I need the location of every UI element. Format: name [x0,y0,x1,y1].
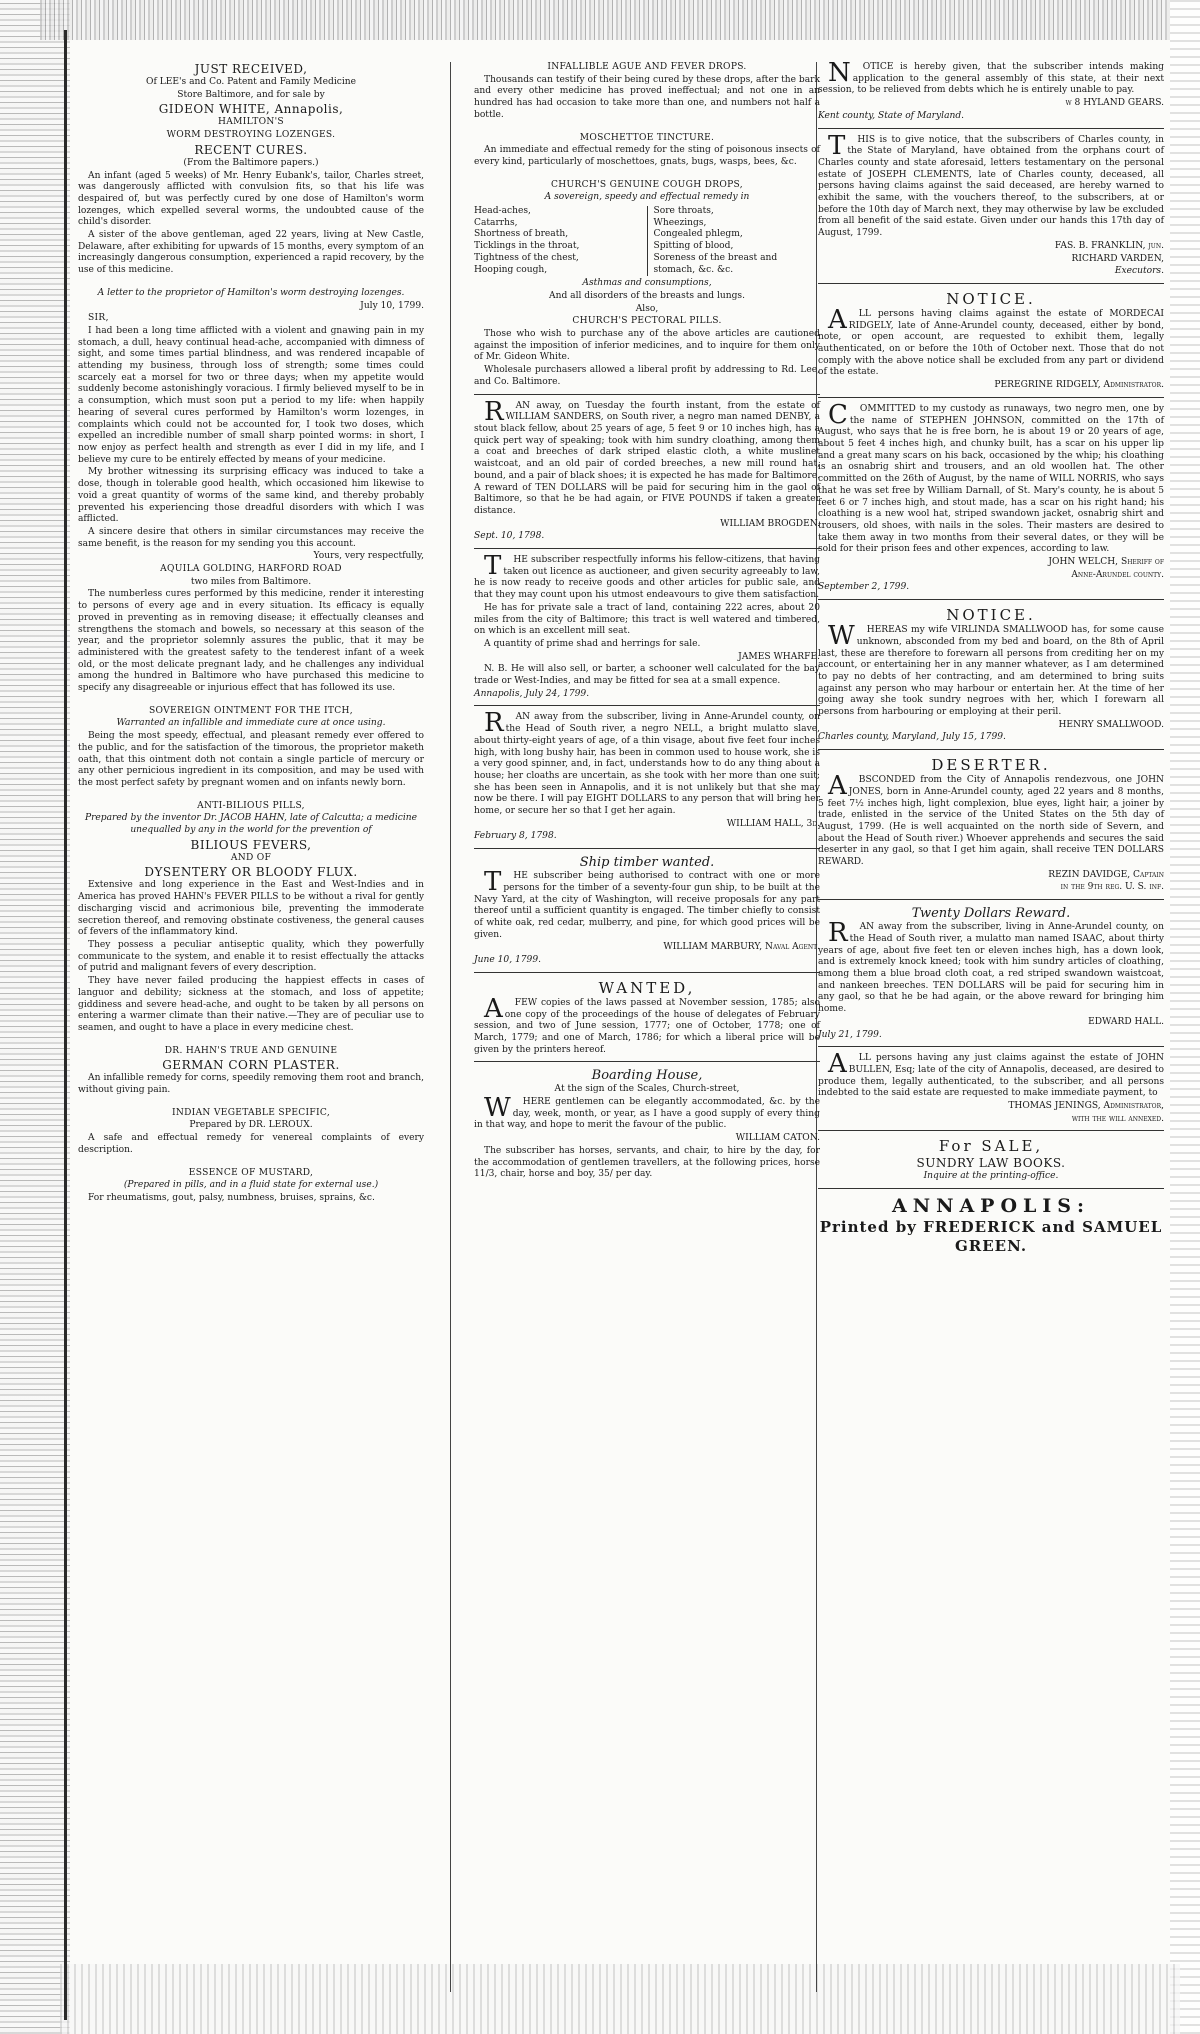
ad-paragraph: RAN away from the subscriber, living in Anne-Arundel county, on the Head of South river, a mulatto man named ISAAC, about thirty years of age, about five feet ten or eleven inches high, has a down look, and is extremely knock kneed; took with him sundry articles of cloathing, among them a blue broad cloth coat, a red striped swandown waistcoat, and nankeen breeches. TEN DOLLARS will be paid for securing him in any gaol, so that he be had again, or the above reward for bringing him home. [818,918,1164,1015]
ad-source: (From the Baltimore papers.) [183,157,319,168]
ad-paragraph: Wholesale purchasers allowed a liberal profit by addressing to Rd. Lee, and Co. Baltimore. [474,365,820,387]
column-1 [78,62,424,1216]
ad-line: And all disorders of the breasts and lungs. [549,290,745,301]
ridgely-notice [818,290,1164,398]
ad-line: Store Baltimore, and for sale by [177,89,325,100]
ad-paragraph: An immediate and effectual remedy for the sting of poisonous insects of every kind, particularly of moschettoes, gnats, bugs, wasps, bees, &c. [474,145,820,167]
ad-paragraph: A safe and effectual remedy for venereal complaints of every description. [78,1133,424,1155]
ship-timber-ad [474,855,820,973]
gears-notice [818,58,1164,129]
imprint-city: ANNAPOLIS: [891,1195,1091,1218]
lee-medicine-ad [78,62,424,282]
ad-closing: Yours, very respectfully, [313,551,424,562]
ad-date: June 10, 1799. [474,955,542,966]
ailments-list [474,206,820,276]
ailment-item: Head-aches, [474,206,531,217]
ad-heading: SUNDRY LAW BOOKS. [916,1156,1066,1171]
ad-signer: JAMES WHARFE. [738,651,820,662]
ad-subheading: (Prepared in pills, and in a fluid state for external use.) [123,1180,379,1191]
ad-signer: EDWARD HALL. [1088,1016,1164,1027]
ailment-item: Congealed phlegm, [653,229,743,240]
ad-signer: REZIN DAVIDGE, Captain [1048,869,1164,880]
ad-date: February 8, 1798. [474,831,557,842]
ad-paragraph: I had been a long time afflicted with a violent and gnawing pain in my stomach, a dull, heavy continual head-ache, accompanied with dimness of sight, and some times partial blindness, and was rendered incapable of attending my business, through loss of strength; some times could scarcely eat a morsel for two or three days; when my appetite would suddenly become astonishingly voracious. I firmly believed myself to be in a consumption, which must soon put a period to my life: when happily hearing of several cures performed by Hamilton's worm lozenges, in complaints which could not be accounted for, I took two doses, which expelled an incredible number of small sharp pointed worms: in short, I now enjoy as perfect health and strength as ever I did in my life, and I believe my cure to be entirely effected by means of your medicine. [78,325,424,465]
ailment-item: Soreness of the breast and [653,252,778,263]
denby-runaway-ad [474,396,820,549]
deserter-notice [818,756,1164,900]
ad-heading: DR. HAHN'S TRUE AND GENUINE [164,1045,338,1056]
ad-subheading: Prepared by DR. LEROUX. [189,1120,313,1131]
ad-paragraph: AFEW copies of the laws passed at November session, 1785; also one copy of the proceedings of the house of delegates of February session, and two of June session, 1777; one of October, 1778; one of March, 1779; and one of March, 1786; for which a liberal price will be given by the printers hereof. [474,993,820,1055]
ad-signer: WILLIAM CATON. [735,1133,820,1144]
ad-paragraph: NOTICE is hereby given, that the subscriber intends making application to the general assembly of this state, at their next session, to be relieved from debts which he is entirely unable to pay. [818,58,1164,96]
ad-heading: NOTICE. [946,606,1036,625]
moschettoe-ad [474,133,820,174]
scan-top-margin [40,0,1170,40]
boarding-house-ad [474,1068,820,1186]
ad-line: Asthmas and consumptions, [582,278,712,289]
ad-paragraph: They possess a peculiar antiseptic quality, which they powerfully communicate to the system, and enable it to resist effectually the attacks of putrid and malignant fevers of every description. [78,940,424,974]
ad-signer: WILLIAM MARBURY, Naval Agent. [663,942,820,953]
ad-heading: ANTI-BILIOUS PILLS, [197,800,305,811]
ad-heading: SOVEREIGN OINTMENT FOR THE ITCH, [149,705,353,716]
ad-signer: RICHARD VARDEN, [1071,253,1164,264]
ad-paragraph: My brother witnessing its surprising efficacy was induced to take a dose, though in tolerable good health, which occasioned him likewise to void a great quantity of worms of the same kind, and thereby probably prevented his experiencing those dreadful disorders with which I was afflicted. [78,467,424,525]
ailments-right [647,206,821,276]
ad-paragraph: THE subscriber being authorised to contract with one or more persons for the timber of a seventy-four gun ship, to be built at the Navy Yard, at the city of Washington, will receive proposals for any part thereof until a sufficient quantity is engaged. The timber chiefly to consist of white oak, red cedar, mulberry, and pine, for which good prices will be given. [474,867,820,940]
imprint [818,1195,1164,1260]
ailment-item: stomach, &c. &c. [653,264,734,275]
ad-line: HAMILTON'S [218,117,284,128]
column-2 [474,62,820,1192]
ad-signer: THOMAS JENINGS, Administrator, [1008,1101,1164,1112]
ad-signer: PEREGRINE RIDGELY, Administrator. [994,380,1164,391]
ad-heading: DYSENTERY OR BLOODY FLUX. [144,865,358,880]
ad-paragraph: THIS is to give notice, that the subscribers of Charles county, in the State of Maryland, have obtained from the orphans court of Charles county and state aforesaid, letters testamentary on the personal estate of JOSEPH CLEMENTS, late of Charles county, deceased, all persons having claims against the said deceased, are hereby warned to exhibit the same, with the vouchers thereof, to the subscribers, at or before the 10th day of March next, they may otherwise by law be excluded from all benefit of the said estate. Given under our hands this 17th day of August, 1799. [818,130,1164,239]
ad-signer: WILLIAM HALL, 3d. [726,818,820,829]
ad-heading: WANTED, [598,978,696,997]
ad-dealer: GIDEON WHITE, Annapolis, [158,102,344,117]
ad-subheading: Prepared by the inventor Dr. JACOB HAHN, late of Calcutta; a medicine unequalled by any in the world for the prevention of [84,813,418,836]
ad-paragraph: An infant (aged 5 weeks) of Mr. Henry Eubank's, tailor, Charles street, was dangerously afflicted with convulsion fits, so that his life was despaired of, but was perfectly cured by one dose of Hamilton's worm lozenges, which expelled several worms, the undoubted cause of the child's disorder. [78,170,424,228]
salutation: SIR, [88,313,109,324]
ad-paragraph: WHEREAS my wife VIRLINDA SMALLWOOD has, for some cause unknown, absconded from my bed and board, on the 8th of April last, these are therefore to forewarn all persons from crediting her on my account, or entertaining her in any manner whatever, as I am determined to pay no debts of her contracting, and am determined to bring suits against any person who may harbour or entertain her. At the time of her going away she took sundry negroes with her, which I forewarn all persons from harbouring or employing at their peril. [818,621,1164,718]
ad-heading: Ship timber wanted. [579,855,715,871]
ad-signer: FAS. B. FRANKLIN, jun. [1054,240,1164,251]
ad-paragraph: RAN away from the subscriber, living in Anne-Arundel county, on the Head of South river, a negro NELL, a bright mulatto slave, about thirty-eight years of age, of a thin visage, about five feet four inches high, with long bushy hair, has been in common used to house work, she is a very good spinner, and, in fact, understands how to do any thing about a house; her cloaths are uncertain, as she took with her more than one suit; she has been seen in Annapolis, and it is not unlikely but that she may now be there. I will pay EIGHT DOLLARS to any person that will bring her home, or secure her so that I get her again. [474,708,820,817]
ad-subheading: At the sign of the Scales, Church-street, [554,1084,740,1095]
ad-paragraph: A sister of the above gentleman, aged 22 years, living at New Castle, Delaware, after exhibiting for upwards of 15 months, every symptom of an increasingly dangerous consumption, experienced a rapid recovery, by the use of this medicine. [78,230,424,276]
ad-paragraph: The subscriber has horses, servants, and chair, to hire by the day, for the accommodation of gentlemen travellers, at the following prices, horse 11/3, chair, horse and boy, 35/ per day. [474,1145,820,1180]
anti-bilious-ad [78,801,424,1040]
ad-heading: CHURCH'S GENUINE COUGH DROPS, [551,179,743,190]
ad-paragraph: For rheumatisms, gout, palsy, numbness, bruises, sprains, &c. [88,1192,375,1203]
ad-paragraph: Being the most speedy, effectual, and pleasant remedy ever offered to the public, and for the satisfaction of the timorous, the proprietor maketh oath, that this ointment doth not contain a single particle of mercury or any other pernicious ingredient in its composition, and may be used with the most perfect safety by pregnant women and on infants newly born. [78,731,424,788]
ad-heading: GERMAN CORN PLASTER. [162,1058,340,1073]
ailments-left [474,206,641,276]
scan-left-margin [0,0,70,2034]
ad-paragraph: A sincere desire that others in similar circumstances may receive the same benefit, is the reason for my sending you this account. [78,526,424,549]
ad-subheading: Warranted an infallible and immediate cure at once using. [116,718,386,729]
ad-heading: Twenty Dollars Reward. [911,906,1071,922]
ad-place: Kent county, State of Maryland. [818,110,965,121]
ad-signer: in the 9th reg. U. S. inf. [1060,882,1164,893]
auctioneer-ad [474,551,820,706]
smallwood-notice [818,606,1164,750]
ad-signer: two miles from Baltimore. [190,576,312,587]
ailment-item: Ticklings in the throat, [474,241,580,252]
ad-paragraph: The numberless cures performed by this medicine, render it interesting to persons of every age and in every situation. Its efficacy is equally proved in preventing as in removing disease; it effectually cleanses and strengthens the stomach and bowels, so necessary at this season of the year, and the proprietor solemnly assures the public, that it may be administered with the greatest safety to the tenderest infant of a week old, or the most delicate pregnant lady, and he challenges any individual among the hundred in Baltimore who have purchased this medicine to specify any disagreeable or injurious effect that has followed its use. [78,589,424,694]
letter-ad [78,288,424,700]
page-left-rule [64,30,67,2020]
ad-paragraph: WHERE gentlemen can be elegantly accommodated, &c. by the day, week, month, or year, as I have a good supply of every thing in that way, and hope to merit the favour of the public. [474,1093,820,1131]
ad-line: Of LEE's and Co. Patent and Family Medicine [146,77,356,87]
ad-signer: JOHN WELCH, Sheriff of [1048,557,1164,568]
vegetable-specific-ad [78,1108,424,1162]
column-3 [818,58,1164,1266]
ad-date: September 2, 1799. [818,582,910,593]
ad-date: July 21, 1799. [818,1029,882,1040]
ad-paragraph: Those who wish to purchase any of the above articles are cautioned against the imposition of inferior medicines, and to inquire for them only of Mr. Gideon White. [474,329,820,363]
clements-notice [818,130,1164,284]
ad-line: AND OF [230,852,272,863]
ailment-item: Tightness of the chest, [474,252,579,263]
ad-heading: For SALE, [938,1137,1044,1156]
ad-heading: INDIAN VEGETABLE SPECIFIC, [171,1107,331,1118]
ad-line: Also, [635,303,659,314]
ad-paragraph: THE subscriber respectfully informs his fellow-citizens, that having taken out licence as auctioneer, and given security agreeably to law, he is now ready to receive goods and other articles for public sale, and that they may count upon his utmost endeavours to give them satisfaction. [474,551,820,601]
ad-paragraph: ALL persons having any just claims against the estate of JOHN BULLEN, Esq; late of the city of Annapolis, deceased, are desired to produce them, legally authenticated, to the subscriber, and all persons indebted to the said estate are requested to make immediate payment, to [818,1049,1164,1099]
ad-heading: BILIOUS FEVERS, [190,837,312,852]
ailment-item: Wheezings, [653,217,707,228]
ad-heading: INFALLIBLE AGUE AND FEVER DROPS. [547,62,747,72]
newspaper-page [78,58,1164,1992]
corn-plaster-ad [78,1046,424,1102]
ad-paragraph: A quantity of prime shad and herrings for sale. [484,638,701,649]
ad-paragraph: ALL persons having claims against the estate of MORDECAI RIDGELY, late of Anne-Arundel county, deceased, either by bond, note, or open account, are requested to exhibit them, legally authenticated, on or before the 10th of October next. Those that do not comply with the above notice shall be excluded from any part or dividend of the estate. [818,304,1164,378]
ad-subheading: Inquire at the printing-office. [923,1171,1059,1182]
ad-paragraph: Extensive and long experience in the East and West-Indies and in America has proved HAHN's FEVER PILLS to be without a rival for gently discharging viscid and acrimonious bile, preventing the immoderate secretion thereof, and removing obstinate costiveness, the general causes of fevers of the inflammatory kind. [78,880,424,938]
ad-signer: WILLIAM BROGDEN. [720,518,820,529]
ailment-item: Shortness of breath, [474,229,569,240]
ad-date: Charles county, Maryland, July 15, 1799. [818,732,1006,743]
mustard-ad [78,1168,424,1210]
ad-paragraph: RAN away, on Tuesday the fourth instant, from the estate of WILLIAM SANDERS, on South river, a negro man named DENBY, a stout black fellow, about 25 years of age, 5 feet 9 or 10 inches high, has a quick pert way of speaking; took with him sundry cloathing, among them a coat and breeches of dark striped elastic cloth, a white muslinet waistcoat, and an old pair of corded breeches, a new mill round hat, bound, and a pair of black shoes; it is expected he has made for Baltimore. A reward of TEN DOLLARS will be paid for securing him in the gaol of Baltimore, so that he be had again, or FIVE POUNDS if taken a greater distance. [474,396,820,516]
nell-runaway-ad [474,708,820,849]
ad-paragraph: Thousands can testify of their being cured by these drops, after the bark and every other medicine has proved ineffectual; and not one in an hundred has had occasion to take more than one, and numbers not half a bottle. [474,74,820,120]
ad-paragraph: He has for private sale a tract of land, containing 222 acres, about 20 miles from the city of Baltimore; this tract is well watered and timbered, on which is an excellent mill seat. [474,602,820,637]
ad-paragraph: An infallible remedy for corns, speedily removing them root and branch, without giving pain. [78,1073,424,1096]
ailment-item: Sore throats, [653,206,714,217]
ad-heading: NOTICE. [946,289,1036,308]
ad-subheading: A sovereign, speedy and effectual remedy in [544,192,750,203]
bullen-notice [818,1049,1164,1131]
ad-paragraph: COMMITTED to my custody as runaways, two negro men, one by the name of STEPHEN JOHNSON, committed on the 17th of August, who says that he is free born, he is about 19 or 20 years of age, about 5 feet 4 inches high, and chunky built, has a scar on his upper lip and a great many scars on his back, occasioned by the whip; his cloathing is an osnabrig shirt and trousers, and an old woollen hat. The other committed on the 26th of August, by the name of WILL NORRIS, who says that he was set free by William Darnall, of St. Mary's county, he is about 5 feet 6 or 7 inches high, and stout made, has a scar on his right hand; his cloathing is a new wool hat, striped swandown jacket, osnabrig shirt and trousers, old shoes, with nails in the soles. Their masters are desired to take them away in two months from their several dates, or they will be sold for their prison fees and other expences, according to law. [818,399,1164,555]
ague-drops-ad [474,62,820,127]
isaac-reward-ad [818,906,1164,1047]
ailment-item: Catarrhs, [474,217,518,228]
committed-notice [818,399,1164,600]
sovereign-ointment-ad [78,706,424,795]
ad-line: WORM DESTROYING LOZENGES. [166,130,336,141]
ad-heading: ESSENCE OF MUSTARD, [188,1167,314,1178]
ad-paragraph: N. B. He will also sell, or barter, a schooner well calculated for the bay trade or West-Indies, and may be fitted for sea at a small expence. [474,664,820,687]
ad-date: Sept. 10, 1798. [474,531,545,542]
ad-heading: MOSCHETTOE TINCTURE. [579,132,715,143]
law-books-ad [818,1137,1164,1189]
ad-signer: AQUILA GOLDING, HARFORD ROAD [160,564,342,575]
ad-heading: JUST RECEIVED, [194,62,308,76]
ad-signer: w 8 HYLAND GEARS. [1065,98,1164,109]
ad-heading: Boarding House, [591,1068,703,1084]
column-rule-1 [450,62,451,1992]
imprint-printers: Printed by FREDERICK and SAMUEL GREEN. [819,1218,1163,1256]
ad-date: July 10, 1799. [360,300,424,311]
ad-signer: Anne-Arundel county. [1071,569,1164,580]
ailment-item: Hooping cough, [474,264,548,275]
ad-heading: A letter to the proprietor of Hamilton's worm destroying lozenges. [97,287,405,298]
ad-heading: CHURCH'S PECTORAL PILLS. [572,316,722,327]
ad-subheading: RECENT CURES. [194,142,308,157]
ad-paragraph: They have never failed producing the happiest effects in cases of languor and debility; sickness at the stomach, and loss of appetite; giddiness and severe head-ache, and ought to be taken by all persons on entering a warmer climate than their native.—They are of peculiar use to seamen, and ought to have a place in every medicine chest. [78,976,424,1033]
ad-signer: with the will annexed. [1071,1113,1164,1124]
ad-date: Annapolis, July 24, 1799. [474,688,590,699]
ailment-item: Spitting of blood, [653,241,734,252]
ad-heading: DESERTER. [931,756,1051,775]
ad-paragraph: ABSCONDED from the City of Annapolis rendezvous, one JOHN JONES, born in Anne-Arundel county, aged 22 years and 8 months, 5 feet 7½ inches high, light complexion, blue eyes, light hair, a joiner by trade, enlisted in the service of the United States on the 5th day of August, 1799. (He is well acquainted on the north side of Severn, and about the Head of South river.) Whoever apprehends and secures the said deserter in any gaol, so that I get him again, shall receive TEN DOLLARS REWARD. [818,771,1164,868]
ad-signer: HENRY SMALLWOOD. [1058,719,1164,730]
wanted-ad [474,979,820,1063]
scan-right-margin [1170,0,1200,2034]
cough-drops-ad [474,180,820,395]
ad-role: Executors. [1114,266,1164,277]
